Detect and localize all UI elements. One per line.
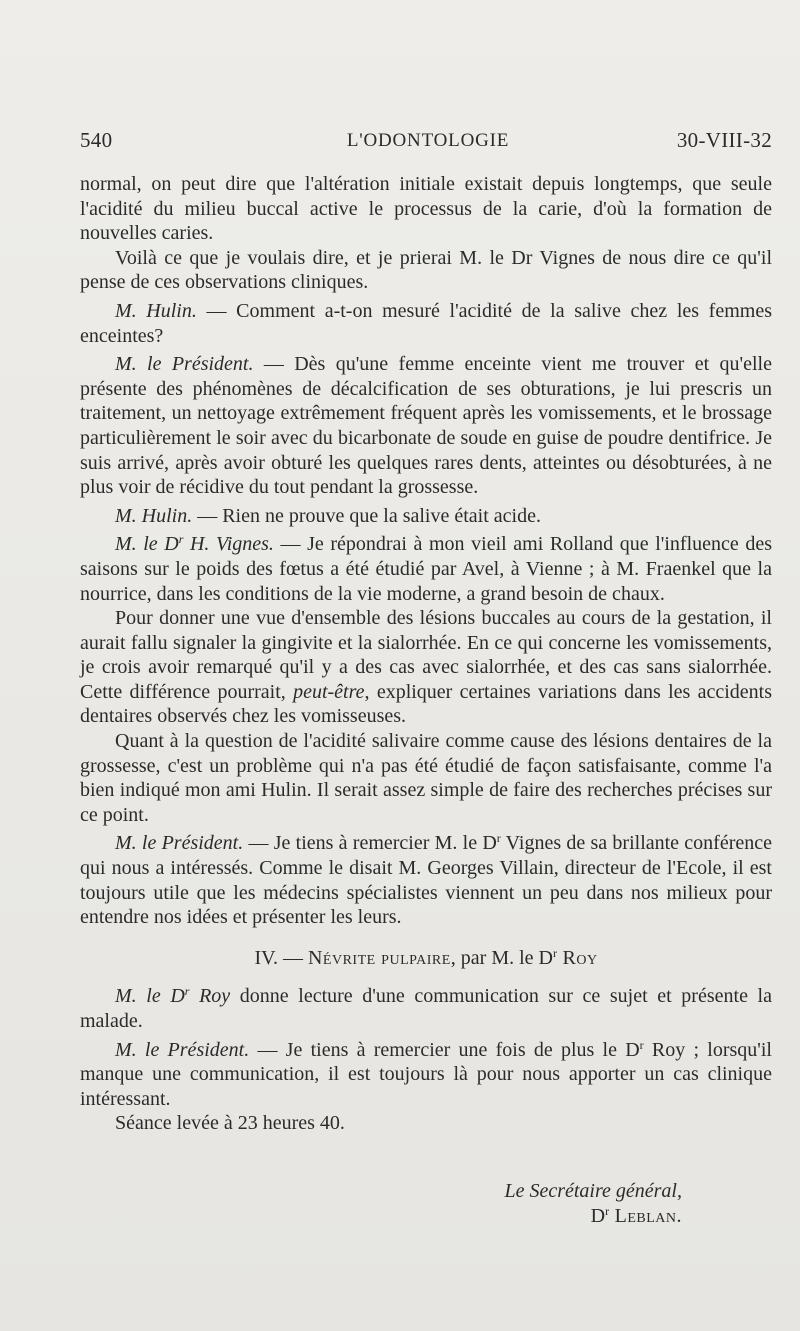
speaker-name: M. Hulin. xyxy=(115,504,193,527)
paragraph-4 xyxy=(80,352,772,500)
paragraph-6 xyxy=(80,532,772,606)
paragraph-9: M. le Président. — Je tiens à remercier M. le $D^r$ Vignes de sa brillante conférence qui nous a intéressés. Comme le disait M. Georges Villain, directeur de l'Ecole, il est toujours utile que les médecins spécialistes viennent un peu dans nos milieux pour entendre nos idées et présenter les leurs. xyxy=(80,831,773,929)
section-heading: IV. — Névrite pulpaire, par M. le $D^r$ Roy xyxy=(254,945,598,969)
paragraph-8: Quant à la question de l'acidité salivaire comme cause des lésions dentaires de la grossesse, c'est un problème qui n'a pas été étudié de façon satisfaisante, comme l'a bien indiqué mon ami Hulin. Il serait assez simple de faire des recherches précises sur ce point. xyxy=(80,730,772,826)
paragraph-5 xyxy=(80,504,772,529)
speaker-name: M. le Président. xyxy=(115,832,244,855)
speaker-name: M. le $D^r$ Roy xyxy=(115,984,231,1008)
paragraph-3 xyxy=(80,299,772,348)
text-body xyxy=(80,172,772,1136)
paragraph-2: Voilà ce que je voulais dire, et je prierai M. le Dr Vignes de nous dire ce qu'il pense de ces observations cliniques. xyxy=(80,246,772,294)
paragraph-1: normal, on peut dire que l'altération initiale existait depuis longtemps, que seule l'acidité du milieu buccal active le processus de la carie, d'où la formation de nouvelles caries. xyxy=(80,173,772,245)
page-number: 540 xyxy=(80,128,113,152)
speech-text: — Rien ne prouve que la salive était acide. xyxy=(192,504,541,527)
paragraph-11: M. le Président. — Je tiens à remercier une fois de plus le $D^r$ Roy ; lorsqu'il manque une communication, il est toujours là pour nous apporter un cas clinique intéressant. xyxy=(80,1037,772,1110)
speaker-name: M. le Président. xyxy=(115,1038,250,1061)
paragraph-10: M. le $D^r$ Roy donne lecture d'une communication sur ce sujet et présente la malade. xyxy=(80,984,772,1032)
signature-role: Le Secrétaire général, xyxy=(504,1180,682,1202)
speech-text: — Je répondrai à mon vieil ami Rolland que l'influence des saisons sur le poids des fœtus a été étudié par Avel, à Vienne ; à M. Fraenkel que la nourrice, dans les conditions de la vie moderne, a grand besoin de chaux. xyxy=(80,533,772,605)
signature-name: $D^r$ Leblan. xyxy=(590,1204,682,1227)
speech-text: — Dès qu'une femme enceinte vient me trouver et qu'elle présente des phénomènes de décalcification de ses obturations, je lui prescris un traitement, un nettoyage extrêmement fréquent après les vomissements, et le brossage particulièrement le soir avec du bicarbonate de soude en guise de poudre dentifrice. Je suis arrivé, après avoir obturé les quelques rares dents, atteintes ou désobturées, à ne plus voir de récidive du tout pendant la grossesse. xyxy=(80,353,772,499)
running-header xyxy=(80,128,776,158)
speaker-name: M. le Président. xyxy=(115,353,254,376)
emphasis: peut-être xyxy=(293,680,365,703)
speaker-name: M. le $D^r$ H. Vignes. xyxy=(115,532,274,556)
speech-text: — Comment a-t-on mesuré l'acidité de la salive chez les femmes enceintes? xyxy=(80,299,772,347)
paragraph-7: Pour donner une vue d'ensemble des lésions buccales au cours de la gestation, il aurait fallu signaler la gingivite et la sialorrhée. En ce qui concerne les vomissements, je crois avoir remarqué qu'il y a des cas avec sialorrhée, et des cas sans sialorrhée. Cette différence pourrait, peut-être, expliquer certaines variations dans les accidents dentaires observés chez les vomisseuses. xyxy=(80,607,773,728)
speaker-name: M. Hulin. xyxy=(115,299,197,322)
paragraph-12: Séance levée à 23 heures 40. xyxy=(115,1112,345,1135)
running-title: L'ODONTOLOGIE xyxy=(346,130,510,151)
header-date: 30-VIII-32 xyxy=(676,128,772,152)
